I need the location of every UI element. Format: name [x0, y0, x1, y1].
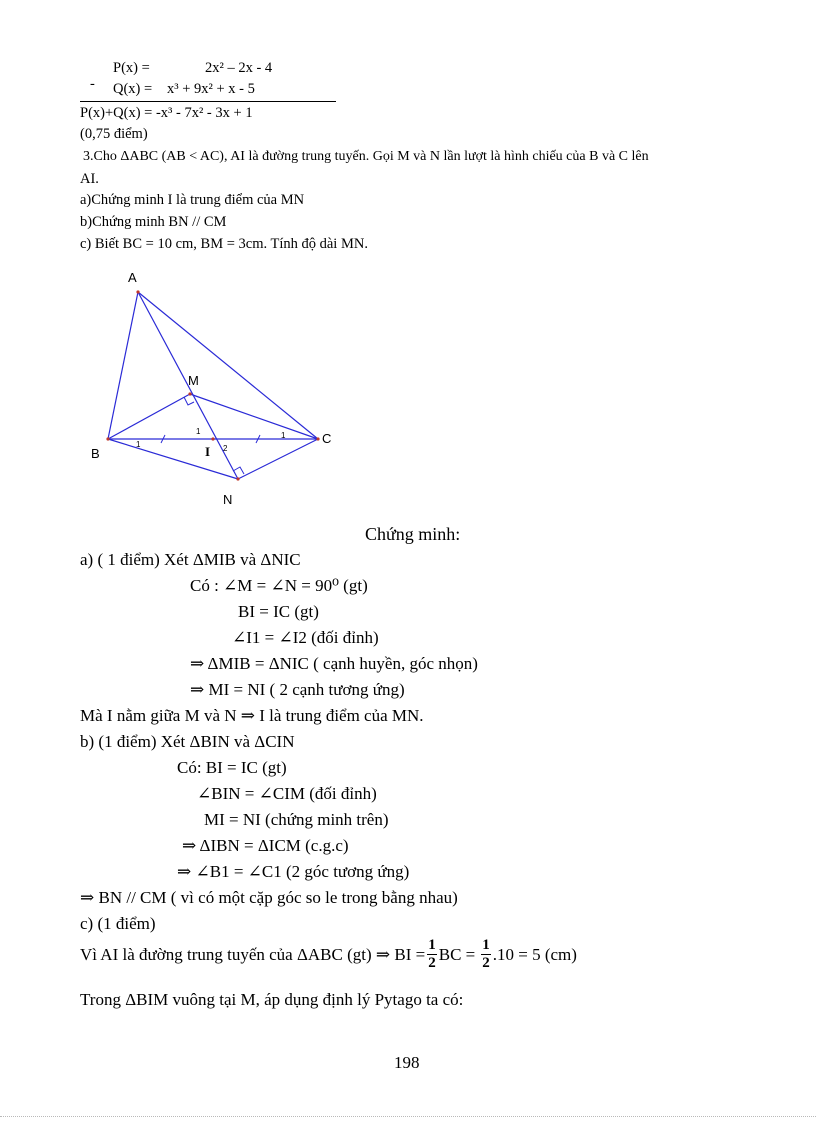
problem-part-c: c) Biết BC = 10 cm, BM = 3cm. Tính độ dài MN.	[80, 236, 368, 252]
q-label: Q(x) =	[113, 81, 153, 97]
proof-b-angles: ⇒ ∠B1 = ∠C1 (2 góc tương ứng)	[177, 862, 410, 881]
point-m	[188, 392, 191, 395]
proof-c-line1-pre: Vì AI là đường trung tuyến của ΔABC (gt) ⇒ BI =	[80, 944, 426, 964]
proof-a-bi-ic: BI = IC (gt)	[238, 602, 319, 621]
proof-b-has: Có: BI = IC (gt)	[177, 758, 287, 777]
geometry-figure	[80, 262, 360, 522]
fraction-num: 1	[428, 937, 436, 953]
segment-bn	[108, 439, 238, 479]
segment-ab	[108, 292, 138, 439]
fraction-den: 2	[428, 955, 436, 971]
point-i	[211, 437, 214, 440]
problem-part-a: a)Chứng minh I là trung điểm của MN	[80, 192, 305, 208]
proof-a-congruence: ⇒ ΔMIB = ΔNIC ( cạnh huyền, góc nhọn)	[190, 654, 478, 673]
proof-b-angle: ∠BIN = ∠CIM (đối đỉnh)	[197, 784, 377, 803]
point-c	[316, 437, 319, 440]
proof-a-angle: ∠I1 = ∠I2 (đối đỉnh)	[232, 628, 379, 647]
proof-heading: Chứng minh:	[365, 524, 461, 544]
sum-rule	[80, 101, 336, 102]
fraction-half-2	[481, 938, 491, 971]
right-angle-m	[184, 397, 194, 405]
page-bottom-border	[0, 1116, 816, 1118]
fraction-num: 1	[482, 937, 490, 953]
proof-c-line2: Trong ΔBIM vuông tại M, áp dụng định lý Pytago ta có:	[80, 990, 464, 1009]
proof-b-conclusion: ⇒ BN // CM ( vì có một cặp góc so le trong bằng nhau)	[80, 888, 458, 907]
angle-label-i1: 1	[196, 427, 201, 436]
problem-line-1: 3.Cho ΔABC (AB < AC), AI là đường trung tuyến. Gọi M và N lần lượt là hình chiếu của B và C lên	[83, 149, 649, 164]
label-c: C	[322, 431, 332, 446]
proof-a-intro: a) ( 1 điểm) Xét ΔMIB và ΔNIC	[80, 550, 301, 569]
page-number: 198	[394, 1053, 420, 1072]
p-terms: 2x² – 2x - 4	[205, 60, 273, 76]
label-a: A	[128, 270, 137, 285]
proof-c-line1-mid: BC =	[438, 944, 476, 964]
proof-c-line1-post: .10 = 5 (cm)	[492, 944, 577, 964]
angle-label-b1: 1	[136, 440, 141, 449]
problem-line-2: AI.	[80, 171, 99, 187]
angle-label-i2: 2	[223, 444, 228, 453]
segment-ac	[138, 292, 318, 439]
p-label: P(x) =	[113, 60, 150, 76]
label-n: N	[223, 492, 233, 507]
label-m: M	[188, 373, 199, 388]
label-i: I	[205, 444, 211, 459]
segment-bm	[108, 394, 190, 439]
proof-a-has: Có : ∠M = ∠N = 90⁰ (gt)	[190, 576, 368, 595]
point-b	[106, 437, 109, 440]
score-text: (0,75 điểm)	[80, 126, 148, 142]
proof-a-conclusion: Mà I nằm giữa M và N ⇒ I là trung điểm của MN.	[80, 706, 424, 725]
point-n	[236, 477, 239, 480]
point-a	[136, 290, 139, 293]
angle-label-c1: 1	[281, 431, 286, 440]
minus-sign: -	[90, 76, 95, 92]
sum-line: P(x)+Q(x) = -x³ - 7x² - 3x + 1	[80, 105, 253, 121]
segment-cn	[238, 439, 318, 479]
proof-c-line1	[80, 938, 577, 971]
proof-a-equal: ⇒ MI = NI ( 2 cạnh tương ứng)	[190, 680, 405, 699]
proof-c-intro: c) (1 điểm)	[80, 914, 156, 933]
fraction-half-1	[427, 938, 437, 971]
label-b: B	[91, 446, 100, 461]
proof-b-mi-ni: MI = NI (chứng minh trên)	[204, 810, 389, 829]
proof-b-intro: b) (1 điểm) Xét ΔBIN và ΔCIN	[80, 732, 295, 751]
fraction-den: 2	[482, 955, 490, 971]
q-terms: x³ + 9x² + x - 5	[167, 81, 255, 97]
proof-b-congruence: ⇒ ΔIBN = ΔICM (c.g.c)	[182, 836, 349, 855]
problem-part-b: b)Chứng minh BN // CM	[80, 214, 227, 230]
segment-cm	[190, 394, 318, 439]
